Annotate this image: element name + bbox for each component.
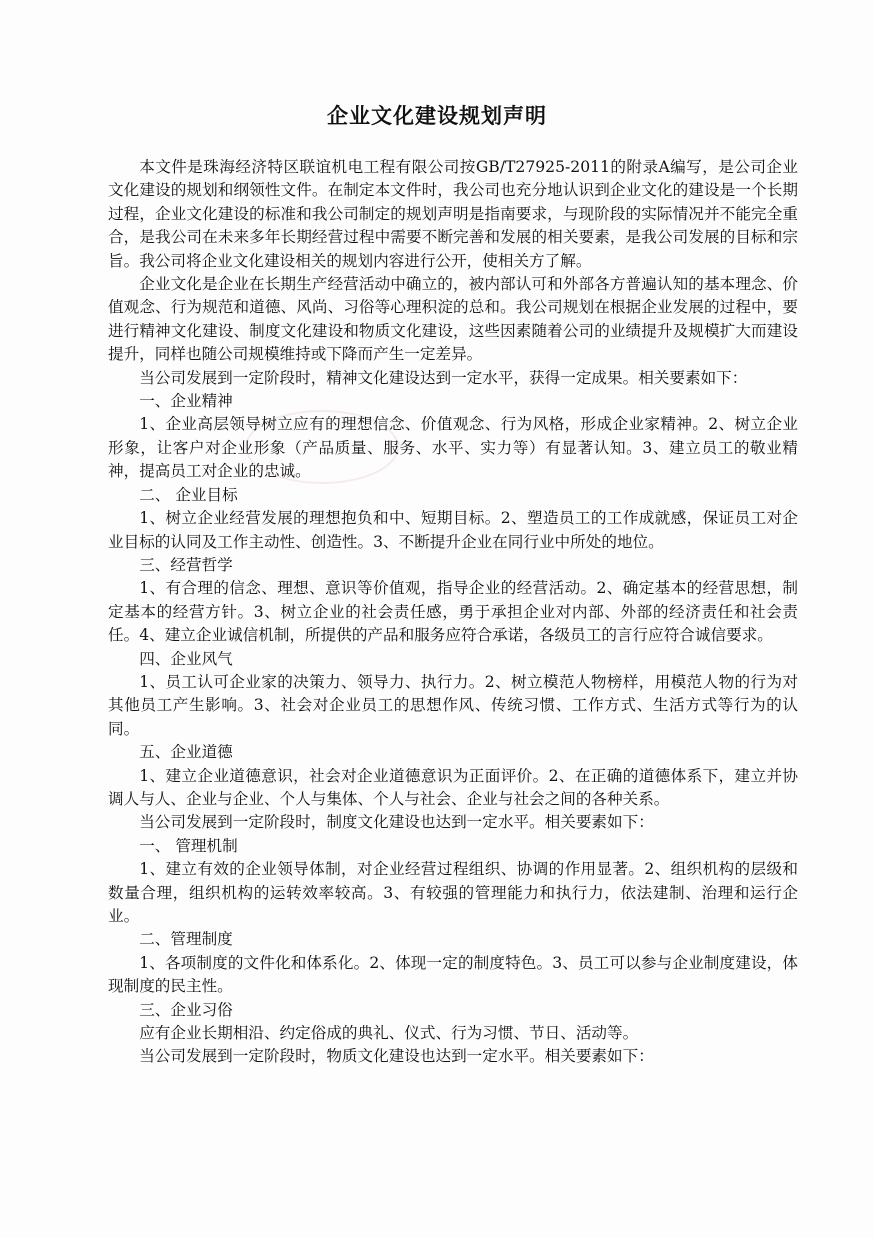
paragraph: 当公司发展到一定阶段时，制度文化建设也达到一定水平。相关要素如下： [139,813,654,832]
section-heading: 三、经营哲学 [139,555,233,574]
paragraph: 1、企业高层领导树立应有的理想信念、价值观念、行为风格，形成企业家精神。2、树立企业形象，让客户对企业形象（产品质量、服务、水平、实力等）有显著认知。3、建立员工的敬业精神，提高员工对企业的忠诚。 [108,415,798,481]
paragraph: 1、建立企业道德意识，社会对企业道德意识为正面评价。2、在正确的道德体系下，建立并协调人与人、企业与企业、个人与集体、个人与社会、企业与社会之间的各种关系。 [108,766,798,808]
paragraph: 1、有合理的信念、理想、意识等价值观，指导企业的经营活动。2、确定基本的经营思想，制定基本的经营方针。3、树立企业的社会责任感，勇于承担企业对内部、外部的经济责任和社会责任。4、建立企业诚信机制，所提供的产品和服务应符合承诺，各级员工的言行应符合诚信要求。 [108,579,798,645]
section-heading: 一、企业精神 [139,392,233,411]
section-heading: 三、企业习俗 [139,1000,233,1019]
section-heading: 五、企业道德 [139,743,233,762]
paragraph: 当公司发展到一定阶段时，物质文化建设也达到一定水平。相关要素如下： [139,1047,654,1066]
section-heading: 四、企业风气 [139,649,233,668]
paragraph: 1、各项制度的文件化和体系化。2、体现一定的制度特色。3、员工可以参与企业制度建设，体现制度的民主性。 [108,953,798,996]
paragraph: 1、建立有效的企业领导体制，对企业经营过程组织、协调的作用显著。2、组织机构的层级和数量合理，组织机构的运转效率较高。3、有较强的管理能力和执行力，依法建制、治理和运行企业。 [108,860,798,925]
section-heading: 二、 企业目标 [139,485,238,504]
paragraph: 应有企业长期相沿、约定俗成的典礼、仪式、行为习惯、节日、活动等。 [139,1024,639,1043]
paragraph: 1、员工认可企业家的决策力、领导力、执行力。2、树立模范人物榜样，用模范人物的行为对其他员工产生影响。3、社会对企业员工的思想作风、传统习惯、工作方式、生活方式等行为的认同。 [108,672,798,738]
section-heading: 二、管理制度 [139,930,233,949]
paragraph: 本文件是珠海经济特区联谊机电工程有限公司按GB/T27925-2011的附录A编写，是公司企业文化建设的规划和纲领性文件。在制定本文件时，我公司也充分地认识到企业文化的建设是一个长期过程，企业文化建设的标准和我公司制定的规划声明是指南要求，与现阶段的实际情况并不能完全重合，是我公司在未来多年长期经营过程中需要不断完善和发展的相关要素，是我公司发展的目标和宗旨。我公司将企业文化建设相关的规划内容进行公开，使相关方了解。 [108,158,798,270]
paragraph: 1、树立企业经营发展的理想抱负和中、短期目标。2、塑造员工的工作成就感，保证员工对企业目标的认同及工作主动性、创造性。3、不断提升企业在同行业中所处的地位。 [108,509,798,551]
paragraph: 当公司发展到一定阶段时，精神文化建设达到一定水平，获得一定成果。相关要素如下： [139,368,748,387]
paragraph: 企业文化是企业在长期生产经营活动中确立的，被内部认可和外部各方普遍认知的基本理念、价值观念、行为规范和道德、风尚、习俗等心理积淀的总和。我公司规划在根据企业发展的过程中，要进行精神文化建设、制度文化建设和物质文化建设，这些因素随着公司的业绩提升及规模扩大而建设提升，同样也随公司规模维持或下降而产生一定差异。 [108,275,798,364]
document-title: 企业文化建设规划声明 [327,104,547,128]
document-body [108,156,798,1069]
section-heading: 一、 管理机制 [139,836,238,855]
